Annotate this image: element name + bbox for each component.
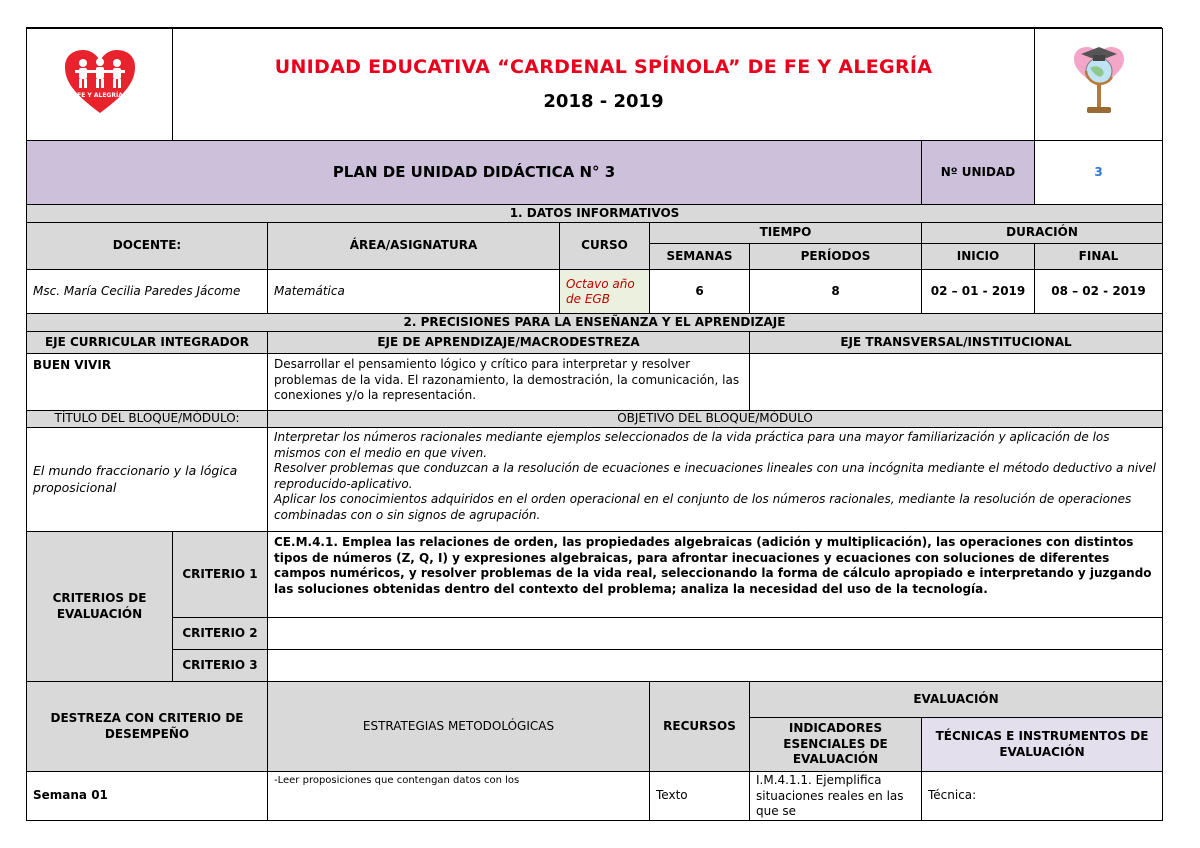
recurso-value: Texto: [650, 772, 750, 821]
semanas-value: 6: [650, 270, 750, 314]
unit-label: Nº UNIDAD: [922, 141, 1035, 205]
school-title-cell: [173, 29, 1035, 141]
recursos-label: RECURSOS: [650, 682, 750, 772]
indicadores-label: INDICADORES ESENCIALES DE EVALUACIÓN: [750, 718, 922, 772]
curso-value: Octavo año de EGB: [566, 276, 635, 306]
docente-label: DOCENTE:: [27, 223, 268, 270]
criterio1-value: CE.M.4.1. Emplea las relaciones de orden, las propiedades algebraicas (adición y multiplicación), las operaciones con distintos tipos de números (Z, Q, I) y expresiones algebraicas, para afrontar inecuaciones y ecuaciones con soluciones de diferentes campos numéricos, y resolver problemas de la vida real, seleccionando la forma de cálculo apropiado e interpretando y juzgando las soluciones obtenidas dentro del contexto del problema; analiza la necesidad del uso de la tecnología.: [268, 532, 1163, 618]
curso-label: CURSO: [560, 223, 650, 270]
criterio3-value: [268, 650, 1163, 682]
eje-transversal-label: EJE TRANSVERSAL/INSTITUCIONAL: [750, 332, 1163, 354]
eje-transversal-value: [750, 354, 1163, 411]
tecnica-value: Técnica:: [922, 772, 1163, 821]
eje-curricular-label: EJE CURRICULAR INTEGRADOR: [27, 332, 268, 354]
unit-number: 3: [1035, 141, 1163, 205]
school-year: 2018 - 2019: [543, 91, 664, 113]
evaluacion-label: EVALUACIÓN: [750, 682, 1163, 718]
eje-curricular-value: BUEN VIVIR: [27, 354, 268, 411]
logo-cell: [27, 29, 173, 141]
inicio-label: INICIO: [922, 244, 1035, 270]
fe-y-alegria-logo: [63, 49, 137, 115]
globe-logo-cell: [1035, 29, 1163, 141]
svg-text:FE Y ALEGRÍA: FE Y ALEGRÍA: [76, 92, 123, 100]
criterio3-label: CRITERIO 3: [173, 650, 268, 682]
periodos-value: 8: [750, 270, 922, 314]
header-table: [26, 28, 1163, 141]
tiempo-label: TIEMPO: [650, 223, 922, 244]
section2-title: 2. PRECISIONES PARA LA ENSEÑANZA Y EL APRENDIZAJE: [27, 314, 1163, 332]
estrategias-label: ESTRATEGIAS METODOLÓGICAS: [268, 682, 650, 772]
section1-title: 1. DATOS INFORMATIVOS: [27, 205, 1163, 223]
destreza-label: DESTREZA CON CRITERIO DE DESEMPEÑO: [27, 682, 268, 772]
final-label: FINAL: [1035, 244, 1163, 270]
estrategia-value: -Leer proposiciones que contengan datos con los: [268, 772, 650, 821]
objetivo-2: Resolver problemas que conduzcan a la resolución de ecuaciones e inecuaciones lineales con una incógnita mediante el método deductivo a nivel reproducido-aplicativo.: [274, 461, 1156, 491]
docente-value: Msc. María Cecilia Paredes Jácome: [27, 270, 268, 314]
area-label: ÁREA/ASIGNATURA: [268, 223, 560, 270]
graduation-globe-icon: [1066, 41, 1132, 123]
criterio1-label: CRITERIO 1: [173, 532, 268, 618]
eje-aprendizaje-label: EJE DE APRENDIZAJE/MACRODESTREZA: [268, 332, 750, 354]
curso-cell: [560, 270, 650, 314]
plan-title-table: [26, 140, 1163, 205]
objetivos-cell: [268, 428, 1163, 532]
school-title: UNIDAD EDUCATIVA “CARDENAL SPÍNOLA” DE FE Y ALEGRÍA: [274, 56, 933, 79]
objetivo-1: Interpretar los números racionales mediante ejemplos seleccionados de la vida práctica para una mayor familiarización y aplicación de los mismos con el medio en que viven.: [274, 430, 1110, 460]
final-value: 08 – 02 - 2019: [1035, 270, 1163, 314]
inicio-value: 02 – 01 - 2019: [922, 270, 1035, 314]
semana-value: Semana 01: [27, 772, 268, 821]
titulo-label: TÍTULO DEL BLOQUE/MÓDULO:: [27, 411, 268, 428]
eje-aprendizaje-value: Desarrollar el pensamiento lógico y crítico para interpretar y resolver problemas de la vida. El razonamiento, la demostración, la comunicación, las conexiones y/o la representación.: [268, 354, 750, 411]
criterios-label: CRITERIOS DE EVALUACIÓN: [27, 532, 173, 682]
plan-title: PLAN DE UNIDAD DIDÁCTICA N° 3: [27, 141, 922, 205]
objetivo-3: Aplicar los conocimientos adquiridos en el orden operacional en el conjunto de los números racionales, mediante la resolución de operaciones combinadas con o sin signos de agrupación.: [274, 492, 1132, 522]
objetivo-label: OBJETIVO DEL BLOQUE/MÓDULO: [268, 411, 1163, 428]
main-table: [26, 204, 1163, 821]
area-value: Matemática: [268, 270, 560, 314]
criterio2-value: [268, 618, 1163, 650]
criterio2-label: CRITERIO 2: [173, 618, 268, 650]
titulo-value: El mundo fraccionario y la lógica proposicional: [27, 428, 268, 532]
tecnicas-label: TÉCNICAS E INSTRUMENTOS DE EVALUACIÓN: [922, 718, 1163, 772]
indicador-value: I.M.4.1.1. Ejemplifica situaciones reales en las que se: [750, 772, 922, 821]
semanas-label: SEMANAS: [650, 244, 750, 270]
duracion-label: DURACIÓN: [922, 223, 1163, 244]
periodos-label: PERÍODOS: [750, 244, 922, 270]
